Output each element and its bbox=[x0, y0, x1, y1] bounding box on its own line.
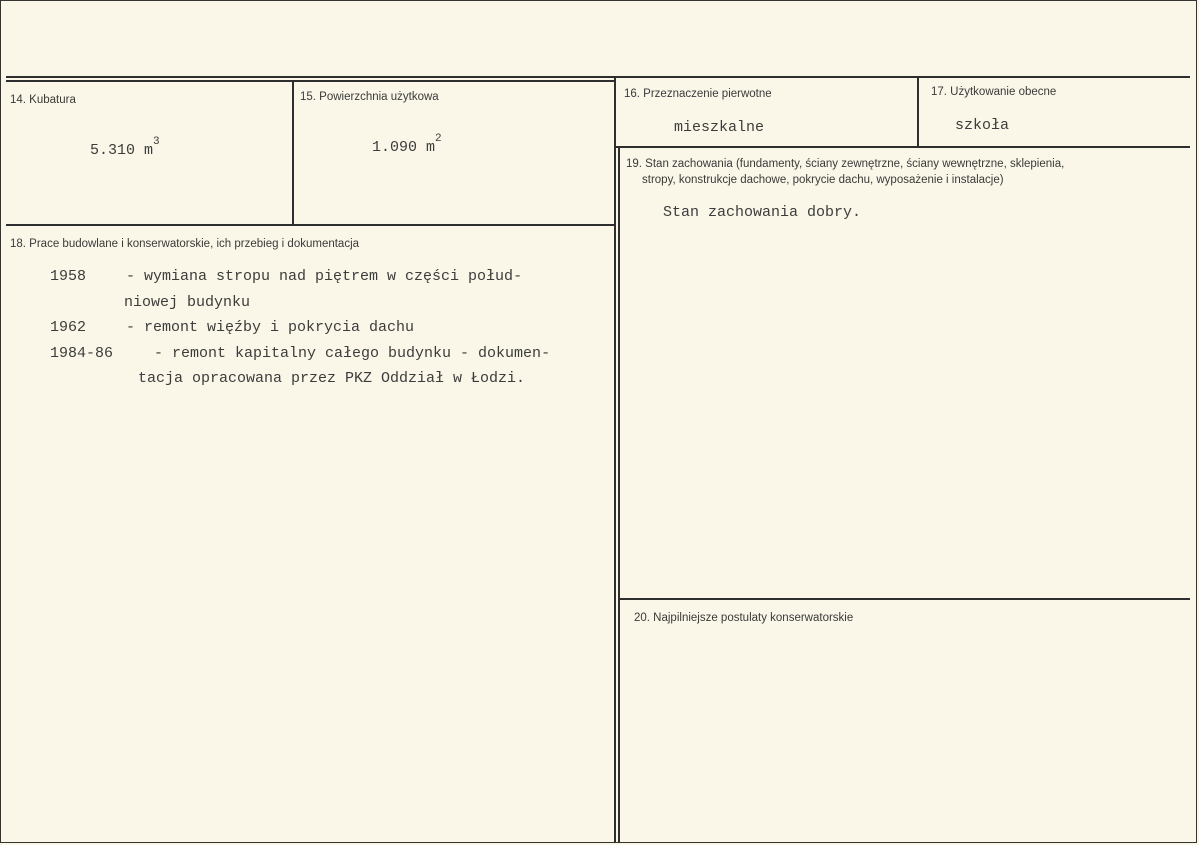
history-entry-1958-cont: niowej budynku bbox=[124, 293, 251, 311]
rule-left-top bbox=[6, 80, 614, 82]
field-15-value bbox=[372, 133, 442, 156]
field-19-value: Stan zachowania dobry. bbox=[663, 204, 862, 221]
divider-14-15 bbox=[292, 80, 294, 224]
history-text: - remont kapitalny całego budynku - dokumen- bbox=[154, 344, 551, 362]
usable-area-value: 1.090 m bbox=[372, 139, 436, 156]
history-entry-1962 bbox=[50, 315, 550, 341]
history-year: 1958 bbox=[50, 268, 87, 285]
field-15-label: 15. Powierzchnia użytkowa bbox=[300, 91, 439, 103]
field-18-label: 18. Prace budowlane i konserwatorskie, ich przebieg i dokumentacja bbox=[10, 238, 360, 250]
field-16-label: 16. Przeznaczenie pierwotne bbox=[624, 88, 772, 100]
vertical-right-inner bbox=[618, 148, 620, 843]
history-entry-1958 bbox=[50, 264, 550, 290]
history-entry-1984-86-cont: tacja opracowana przez PKZ Oddział w Łodzi. bbox=[138, 370, 526, 387]
cubature-value: 5.310 m bbox=[90, 142, 154, 159]
field-14-label: 14. Kubatura bbox=[10, 94, 76, 106]
rule-right-19-20 bbox=[618, 598, 1190, 600]
rule-right-16-17 bbox=[614, 146, 1190, 148]
cubature-unit-sup: 3 bbox=[153, 136, 160, 148]
works-history bbox=[50, 264, 550, 392]
vertical-main-divider bbox=[614, 78, 616, 843]
field-17-label: 17. Użytkowanie obecne bbox=[931, 86, 1057, 98]
field-17-value: szkoła bbox=[955, 117, 1010, 134]
field-14-value bbox=[90, 136, 160, 159]
field-16-value: mieszkalne bbox=[674, 119, 765, 136]
usable-area-unit-sup: 2 bbox=[435, 133, 442, 145]
history-text: - remont więźby i pokrycia dachu bbox=[126, 319, 415, 336]
rule-left-mid bbox=[6, 224, 614, 226]
field-19-label-line2: stropy, konstrukcje dachowe, pokrycie dachu, wyposażenie i instalacje) bbox=[642, 174, 1004, 186]
divider-16-17 bbox=[917, 78, 919, 146]
history-entry-1984-86 bbox=[50, 341, 550, 367]
history-year: 1984-86 bbox=[50, 344, 114, 362]
field-20-label: 20. Najpilniejsze postulaty konserwatorskie bbox=[634, 612, 854, 624]
history-text: - wymiana stropu nad piętrem w części połud- bbox=[126, 268, 523, 285]
history-year: 1962 bbox=[50, 319, 87, 336]
field-19-label-line1: 19. Stan zachowania (fundamenty, ściany zewnętrzne, ściany wewnętrzne, sklepienia, bbox=[626, 158, 1065, 170]
top-rule bbox=[6, 76, 1190, 78]
